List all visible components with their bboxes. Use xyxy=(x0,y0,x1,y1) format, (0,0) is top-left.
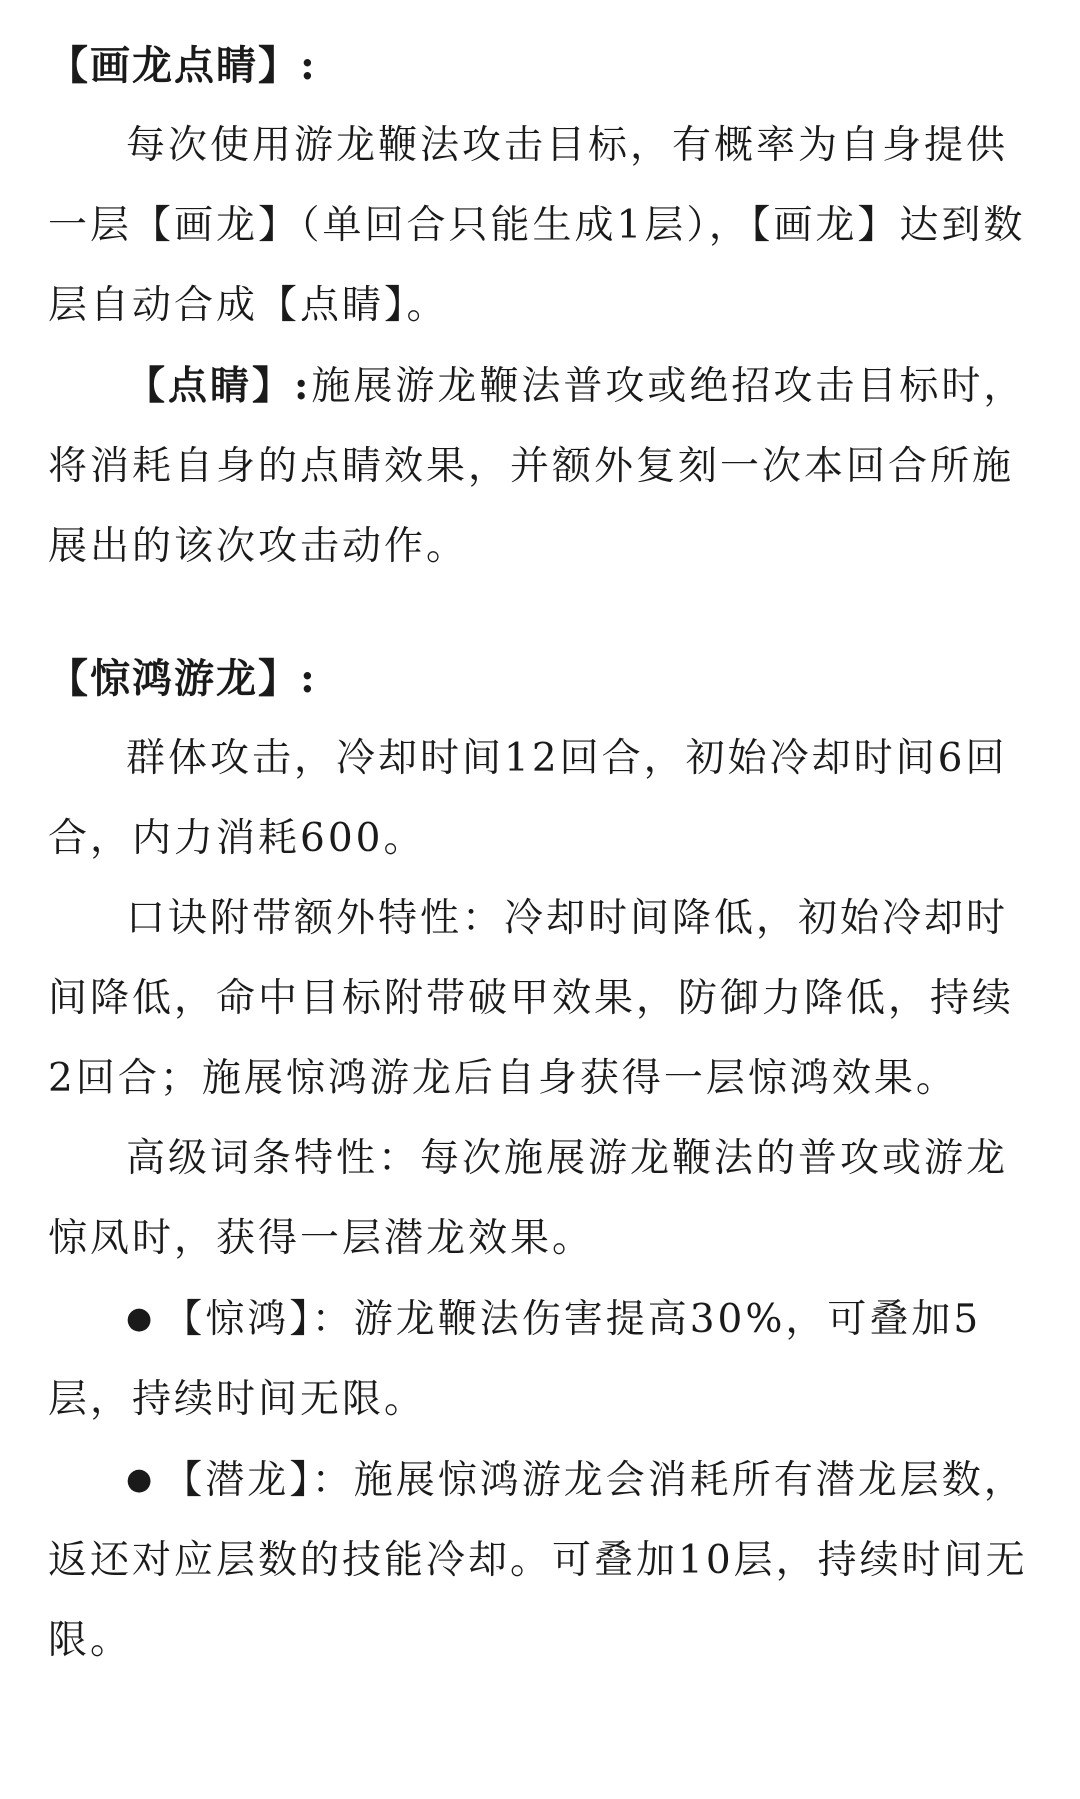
bullet-item xyxy=(48,1279,1040,1440)
bullet-dot-icon: ● xyxy=(126,1301,156,1336)
paragraph: 每次使用游龙鞭法攻击目标，有概率为自身提供一层【画龙】（单回合只能生成1层），【画龙】达到数层自动合成【点睛】。 xyxy=(48,123,1026,328)
section-heading: 【惊鸿游龙】: xyxy=(48,655,317,702)
paragraph: 高级词条特性：每次施展游龙鞭法的普攻或游龙惊凤时，获得一层潜龙效果。 xyxy=(48,1136,1009,1261)
bullet-text: 【惊鸿】：游龙鞭法伤害提高30%，可叠加5层，持续时间无限。 xyxy=(48,1297,982,1422)
term-description: 施展游龙鞭法普攻或绝招攻击目标时，将消耗自身的点睛效果，并额外复刻一次本回合所施展出的该次攻击动作。 xyxy=(48,364,1026,569)
bullet-item xyxy=(48,1440,1040,1681)
term-label: 【点睛】: xyxy=(126,363,312,409)
paragraph-dianjing xyxy=(48,346,1040,587)
bullet-text: 【潜龙】：施展惊鸿游龙会消耗所有潜龙层数，返还对应层数的技能冷却。可叠加10层，持续时间无限。 xyxy=(48,1458,1028,1663)
section-heading: 【画龙点睛】: xyxy=(48,42,317,89)
section-divider-space xyxy=(48,587,1040,639)
section-jinghong-youlong xyxy=(48,639,1040,1681)
section-hualong-dianjing xyxy=(48,26,1040,587)
bullet-dot-icon: ● xyxy=(126,1462,156,1497)
paragraph: 口诀附带额外特性：冷却时间降低，初始冷却时间降低，命中目标附带破甲效果，防御力降低，持续2回合；施展惊鸿游龙后自身获得一层惊鸿效果。 xyxy=(48,896,1015,1101)
paragraph: 群体攻击，冷却时间12回合，初始冷却时间6回合，内力消耗600。 xyxy=(48,736,1008,861)
